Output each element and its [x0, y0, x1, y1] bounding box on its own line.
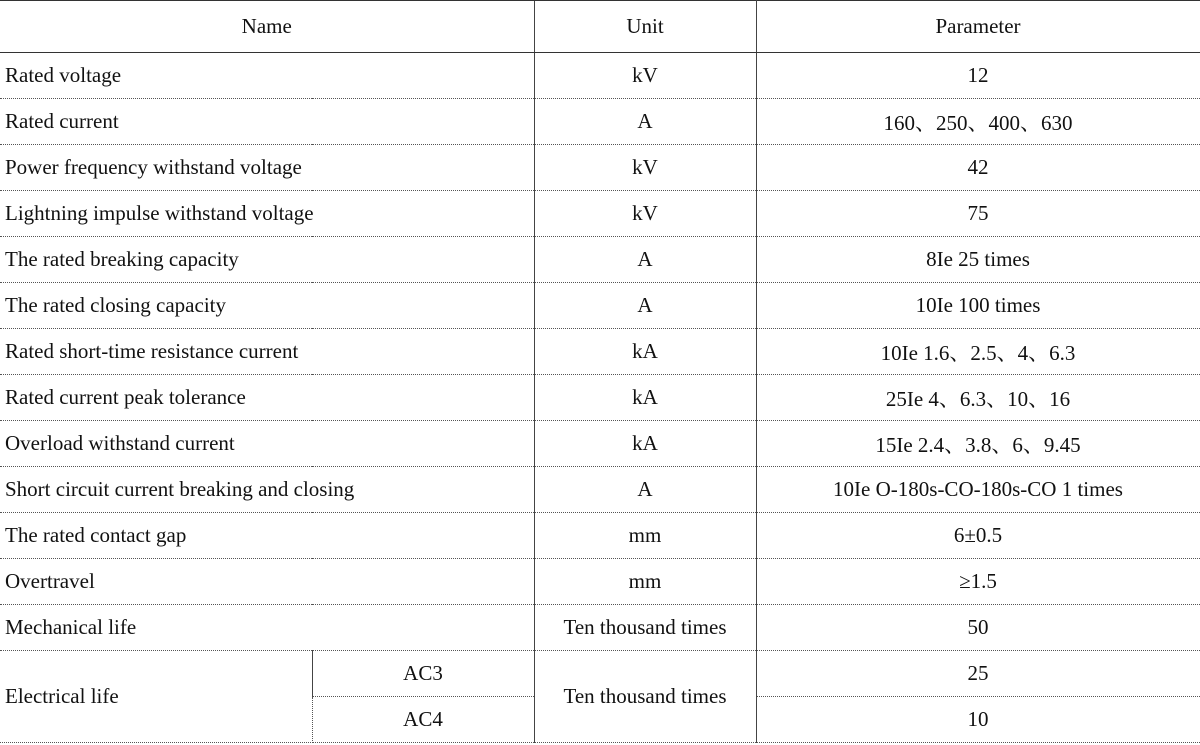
- row-unit: mm: [534, 513, 756, 559]
- row-unit: A: [534, 283, 756, 329]
- row-name: Lightning impulse withstand voltage: [0, 191, 534, 237]
- table-row: [0, 99, 1200, 145]
- header-parameter: Parameter: [756, 1, 1200, 53]
- table-row: [0, 237, 1200, 283]
- table-row: [0, 283, 1200, 329]
- electrical-life-sub-label: AC3: [312, 651, 534, 697]
- row-name: Overload withstand current: [0, 421, 534, 467]
- row-parameter: 42: [756, 145, 1200, 191]
- header-row: [0, 1, 1200, 53]
- spec-table-body: [0, 1, 1200, 743]
- row-name: Power frequency withstand voltage: [0, 145, 534, 191]
- row-name: Rated current peak tolerance: [0, 375, 534, 421]
- row-parameter: 25Ie 4、6.3、10、16: [756, 375, 1200, 421]
- row-unit: A: [534, 467, 756, 513]
- table-row: [0, 421, 1200, 467]
- row-parameter: 50: [756, 605, 1200, 651]
- row-name: Rated short-time resistance current: [0, 329, 534, 375]
- row-unit: kV: [534, 53, 756, 99]
- table-row: [0, 329, 1200, 375]
- row-name: Overtravel: [0, 559, 534, 605]
- table-row: [0, 605, 1200, 651]
- row-unit: kA: [534, 421, 756, 467]
- row-unit: kV: [534, 145, 756, 191]
- row-parameter: 6±0.5: [756, 513, 1200, 559]
- row-unit: A: [534, 99, 756, 145]
- header-unit: Unit: [534, 1, 756, 53]
- row-name: The rated contact gap: [0, 513, 534, 559]
- row-parameter: 10Ie 1.6、2.5、4、6.3: [756, 329, 1200, 375]
- row-unit: kA: [534, 329, 756, 375]
- row-name: Mechanical life: [0, 605, 534, 651]
- table-row: [0, 145, 1200, 191]
- table-row: [0, 651, 1200, 697]
- table-row: [0, 559, 1200, 605]
- row-parameter: 10Ie 100 times: [756, 283, 1200, 329]
- row-name: Short circuit current breaking and closing: [0, 467, 534, 513]
- row-name: The rated breaking capacity: [0, 237, 534, 283]
- row-unit: Ten thousand times: [534, 605, 756, 651]
- row-name: The rated closing capacity: [0, 283, 534, 329]
- row-unit: mm: [534, 559, 756, 605]
- row-unit: kV: [534, 191, 756, 237]
- row-parameter: 10Ie O-180s-CO-180s-CO 1 times: [756, 467, 1200, 513]
- row-name: Rated current: [0, 99, 534, 145]
- electrical-life-parameter: 25: [756, 651, 1200, 697]
- row-parameter: 75: [756, 191, 1200, 237]
- table-row: [0, 513, 1200, 559]
- row-unit: kA: [534, 375, 756, 421]
- row-unit: A: [534, 237, 756, 283]
- electrical-life-name: Electrical life: [0, 651, 312, 743]
- table-row: [0, 191, 1200, 237]
- row-parameter: 12: [756, 53, 1200, 99]
- row-parameter: 8Ie 25 times: [756, 237, 1200, 283]
- electrical-life-sub-label: AC4: [312, 697, 534, 743]
- row-parameter: ≥1.5: [756, 559, 1200, 605]
- row-name: Rated voltage: [0, 53, 534, 99]
- table-row: [0, 467, 1200, 513]
- header-name: Name: [0, 1, 534, 53]
- electrical-life-parameter: 10: [756, 697, 1200, 743]
- table-row: [0, 375, 1200, 421]
- row-parameter: 160、250、400、630: [756, 99, 1200, 145]
- table-row: [0, 53, 1200, 99]
- row-parameter: 15Ie 2.4、3.8、6、9.45: [756, 421, 1200, 467]
- electrical-life-unit: Ten thousand times: [534, 651, 756, 743]
